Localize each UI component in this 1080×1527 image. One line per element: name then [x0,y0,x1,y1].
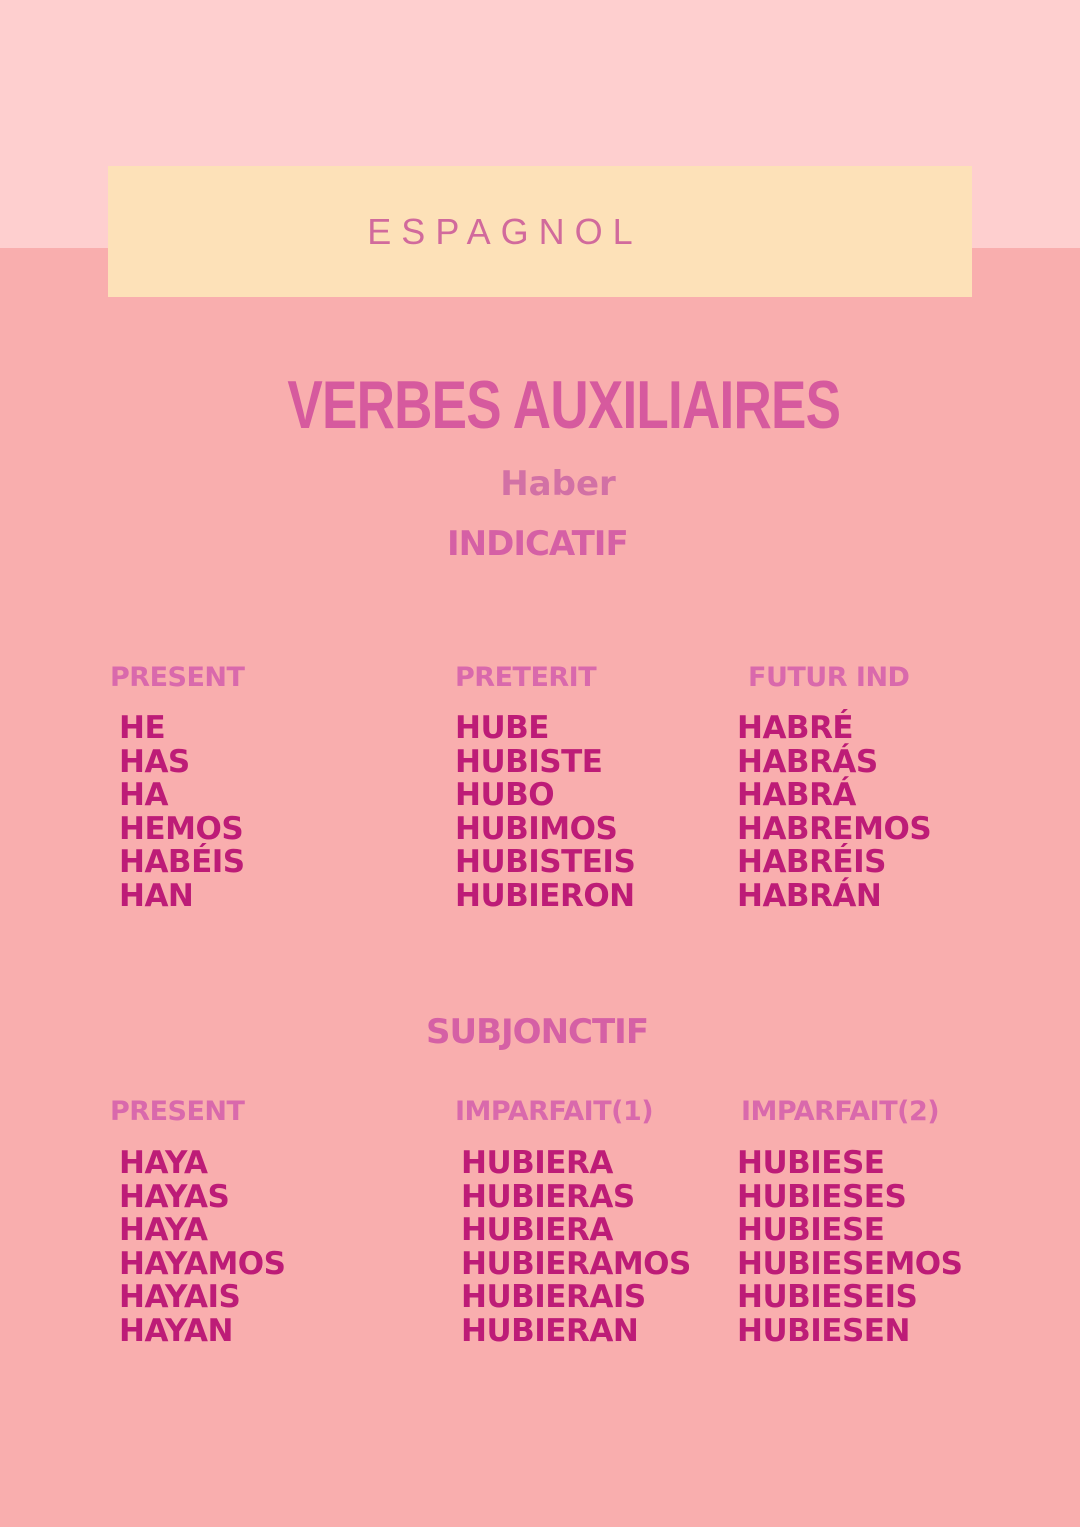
list-item: HUBIESEIS [737,1279,918,1315]
list-item: HAN [119,877,194,914]
list-item: HABRÁ [737,777,856,813]
list-item: HABRÉ [737,710,854,746]
subjonctif-imparfait1-list [461,1147,691,1348]
list-item: HUBE [455,710,549,746]
list-item: HABRÉIS [737,844,886,880]
list-item: HAYAS [119,1178,230,1215]
banner-title: ESPAGNOL [367,210,643,252]
subjonctif-imparfait1-heading: IMPARFAIT(1) [455,1096,654,1127]
list-item: HABRÁS [737,743,878,780]
subject-banner [108,166,972,297]
list-item: HEMOS [119,810,244,847]
list-item: HE [119,710,166,746]
list-item: HUBIMOS [455,810,618,847]
indicatif-futur-list [737,712,931,913]
list-item: HAYAMOS [119,1245,286,1282]
list-item: HUBIESE [737,1145,885,1181]
list-item: HAYA [119,1212,208,1248]
list-item: HUBIERAS [461,1178,635,1215]
subjonctif-present-heading: PRESENT [110,1096,245,1127]
indicatif-present-list [119,712,245,913]
list-item: HUBIESES [737,1178,907,1215]
list-item: HUBO [455,777,555,813]
list-item: HAS [119,743,190,780]
indicatif-section-label: INDICATIF [447,524,628,564]
list-item: HABÉIS [119,844,245,880]
list-item: HUBIESE [737,1212,885,1248]
verb-name: Haber [500,464,616,504]
indicatif-preterit-heading: PRETERIT [455,662,597,693]
indicatif-present-heading: PRESENT [110,662,245,693]
indicatif-futur-heading: FUTUR IND [748,662,910,693]
list-item: HAYA [119,1145,208,1181]
page-title: VERBES AUXILIAIRES [287,367,841,443]
subjonctif-imparfait2-heading: IMPARFAIT(2) [741,1096,940,1127]
subjonctif-imparfait2-list [737,1147,963,1348]
list-item: HUBIERA [461,1212,613,1248]
list-item: HUBIERA [461,1145,613,1181]
list-item: HABRÁN [737,877,882,914]
list-item: HA [119,777,168,813]
list-item: HUBISTE [455,743,603,780]
list-item: HABREMOS [737,810,932,847]
list-item: HUBIERAMOS [461,1245,691,1282]
subjonctif-present-list [119,1147,285,1348]
list-item: HUBIESEN [737,1312,910,1349]
list-item: HAYAIS [119,1279,241,1315]
subjonctif-section-label: SUBJONCTIF [426,1012,649,1052]
list-item: HUBISTEIS [455,844,636,880]
list-item: HUBIESEMOS [737,1245,963,1282]
list-item: HUBIERON [455,877,635,914]
list-item: HUBIERAIS [461,1279,646,1315]
indicatif-preterit-list [455,712,635,913]
list-item: HAYAN [119,1312,233,1349]
list-item: HUBIERAN [461,1312,639,1349]
